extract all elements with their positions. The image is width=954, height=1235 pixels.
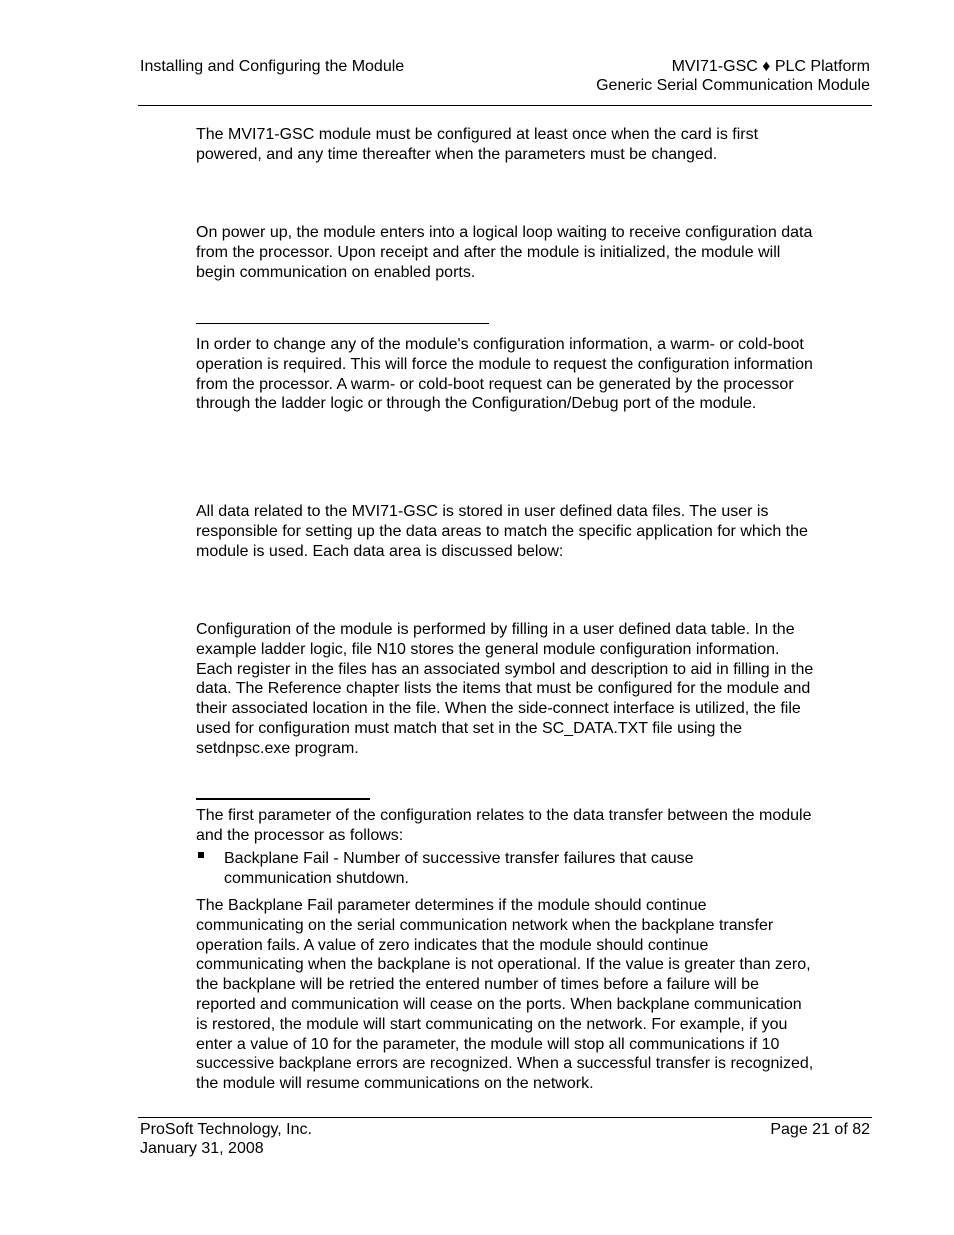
header-divider — [138, 105, 872, 106]
header-section-title: Installing and Configuring the Module — [140, 58, 405, 75]
paragraph-backplane-fail: The Backplane Fail parameter determines if the module should continue communicating on the serial communication network when the backplane transfer operation fails. A value of zero indicates that the module should continue communicating when the backplane is not operational. If the value is greater than zero, the backplane will be retried the entered number of times before a failure will be reported and communication will cease on the ports. When backplane communication is restored, the module will start communicating on the network. For example, if you enter a value of 10 for the parameter, the module will stop all communications if 10 successive backplane errors are recognized. When a successful transfer is recognized, the module will resume communications on the network. — [196, 897, 814, 1093]
paragraph-configuration-requirement: The MVI71-GSC module must be configured at least once when the card is first powered, and any time thereafter when the parameters must be changed. — [196, 126, 759, 163]
footer-company: ProSoft Technology, Inc. — [140, 1121, 312, 1138]
heading-divider — [196, 798, 370, 800]
footer-date: January 31, 2008 — [140, 1140, 264, 1157]
footer-company-info — [140, 1120, 312, 1158]
header-product-name: Generic Serial Communication Module — [596, 77, 870, 94]
heading-divider — [196, 323, 489, 324]
header-product-line: MVI71-GSC ♦ PLC Platform — [671, 58, 870, 75]
bullet-backplane-fail: Backplane Fail - Number of successive transfer failures that cause communication shutdown. — [224, 850, 694, 887]
paragraph-power-up: On power up, the module enters into a logical loop waiting to receive configuration data from the processor. Upon receipt and after the module is initialized, the module will begin communication on enabled ports. — [196, 224, 813, 281]
paragraph-data-files: All data related to the MVI71-GSC is stored in user defined data files. The user is responsible for setting up the data areas to match the specific application for which the module is used. Each data area is discussed below: — [196, 503, 808, 560]
header-product-info — [596, 57, 870, 95]
footer-divider — [138, 1117, 872, 1118]
paragraph-module-configuration: Configuration of the module is performed by filling in a user defined data table. In the example ladder logic, file N10 stores the general module configuration information. Each register in the files has an associated symbol and description to aid in filling in the data. The Reference chapter lists the items that must be configured for the module and their associated location in the file. When the side-connect interface is utilized, the file used for configuration must match that set in the SC_DATA.TXT file using the setdnpsc.exe program. — [196, 621, 814, 757]
footer-page-number: Page 21 of 82 — [770, 1121, 870, 1138]
paragraph-changing-configuration: In order to change any of the module's configuration information, a warm- or cold-boot operation is required. This will force the module to request the configuration information from the processor. A warm- or cold-boot request can be generated by the processor through the ladder logic or through the Configuration/Debug port of the module. — [196, 336, 813, 413]
paragraph-first-parameter: The first parameter of the configuration relates to the data transfer between the module and the processor as follows: — [196, 807, 812, 844]
bullet-marker — [198, 852, 204, 858]
